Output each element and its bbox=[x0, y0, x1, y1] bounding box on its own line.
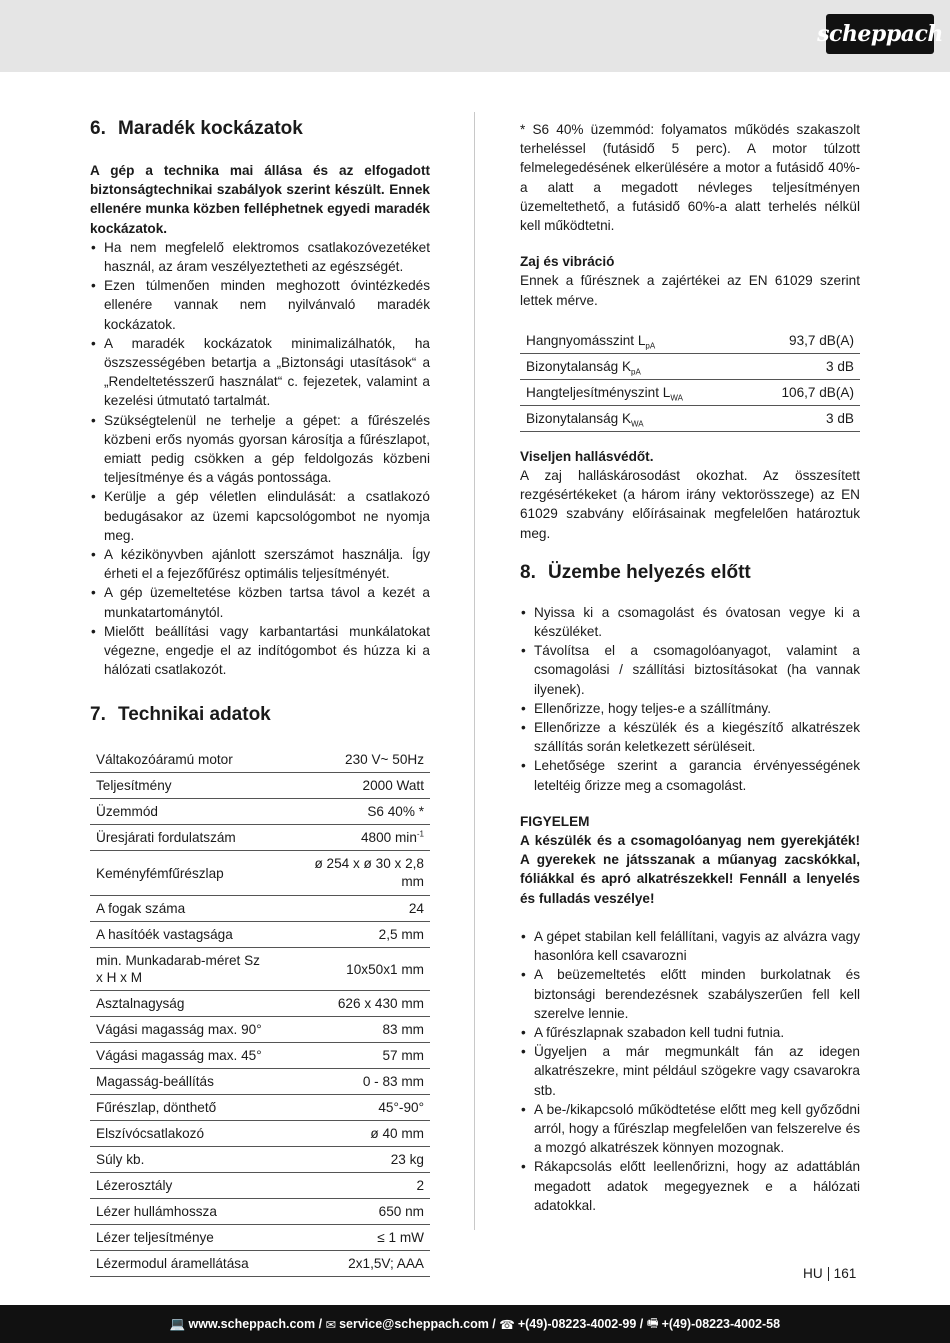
phone-icon: ☎ bbox=[499, 1317, 515, 1332]
spec-label: Üzemmód bbox=[90, 799, 272, 825]
spec-label: Asztalnagyság bbox=[90, 991, 272, 1017]
spec-value: 626 x 430 mm bbox=[272, 991, 430, 1017]
section8-heading: 8. Üzembe helyezés előtt bbox=[520, 561, 751, 583]
fax-icon: 🖷 bbox=[646, 1315, 659, 1330]
list-item: • Kerülje a gép véletlen elindulását: a csatlakozó bedugásakor az üzemi kapcsológombot ne nyomja meg. bbox=[90, 487, 430, 545]
noise-value: 3 dB bbox=[747, 405, 860, 431]
spec-value: 2 bbox=[272, 1173, 430, 1199]
spec-value: ø 40 mm bbox=[272, 1121, 430, 1147]
noise-label: Bizonytalanság $K_{pA}$ bbox=[520, 353, 747, 379]
table-row bbox=[90, 1121, 430, 1147]
table-row bbox=[90, 1225, 430, 1251]
technical-data-table bbox=[90, 747, 430, 1277]
list-item: • A beüzemeltetés előtt minden burkolatnak és biztonsági berendezésnek szabályszerűen fell kell szerelve lennie. bbox=[520, 965, 860, 1023]
table-row bbox=[90, 948, 430, 991]
list-item: • A fűrészlapnak szabadon kell tudni futnia. bbox=[520, 1023, 860, 1042]
spec-value: 23 kg bbox=[272, 1147, 430, 1173]
spec-value: 650 nm bbox=[272, 1199, 430, 1225]
brand-logo: scheppach bbox=[826, 14, 934, 54]
table-row bbox=[90, 922, 430, 948]
section8-bullet-list bbox=[520, 603, 860, 795]
table-row bbox=[90, 991, 430, 1017]
table-row bbox=[520, 353, 860, 379]
footer-website[interactable]: www.scheppach.com bbox=[188, 1317, 316, 1331]
list-item: • Ellenőrizze a készülék és a kiegészítő alkatrészek szállítás során keletkezett sérüléseit. bbox=[520, 718, 860, 756]
list-item: • Rákapcsolás előtt leellenőrizni, hogy az adattáblán megadott adatok megegyeznek e a hálózati adatokkal. bbox=[520, 1157, 860, 1215]
list-item: • Nyissa ki a csomagolást és óvatosan vegye ki a készüléket. bbox=[520, 603, 860, 641]
setup-bullet-list bbox=[520, 927, 860, 1215]
right-column bbox=[520, 112, 860, 1215]
page-number: HU 161 bbox=[803, 1266, 857, 1281]
table-row bbox=[520, 405, 860, 431]
noise-value: 3 dB bbox=[747, 353, 860, 379]
spec-value: 0 - 83 mm bbox=[272, 1069, 430, 1095]
section6-bullet-list bbox=[90, 238, 430, 680]
list-item: • Lehetősége szerint a garancia érvényességének leteltéig őrizze meg a csomagolást. bbox=[520, 756, 860, 794]
spec-label: Keményfémfűrészlap bbox=[90, 851, 272, 896]
table-row bbox=[90, 1043, 430, 1069]
spec-label: min. Munkadarab-méret Sz x H x M bbox=[90, 948, 272, 991]
spec-value: 83 mm bbox=[272, 1017, 430, 1043]
spec-value: 24 bbox=[272, 896, 430, 922]
noise-heading: Zaj és vibráció bbox=[520, 254, 615, 270]
spec-label: Vágási magasság max. 45° bbox=[90, 1043, 272, 1069]
spec-label: Fűrészlap, dönthető bbox=[90, 1095, 272, 1121]
spec-value: 2000 Watt bbox=[272, 773, 430, 799]
list-item: • Ezen túlmenően minden meghozott óvintézkedés ellenére vannak nem nyilvánvaló maradék kockázatok. bbox=[90, 276, 430, 334]
list-item: • Ellenőrizze, hogy teljes-e a szállítmány. bbox=[520, 699, 860, 718]
list-item: • A gépet stabilan kell felállítani, vagyis az alvázra vagy hasonlóra kell csavarozni bbox=[520, 927, 860, 965]
noise-value: 106,7 dB(A) bbox=[747, 379, 860, 405]
table-row bbox=[520, 379, 860, 405]
left-column bbox=[90, 112, 430, 1277]
list-item: • Távolítsa el a csomagolóanyagot, valamint a csomagolási / szállítási biztosításokat (ha vannak ilyenek). bbox=[520, 641, 860, 699]
spec-label: Lézerosztály bbox=[90, 1173, 272, 1199]
noise-label: Hangteljesítményszint $L_{WA}$ bbox=[520, 379, 747, 405]
table-row bbox=[90, 1147, 430, 1173]
spec-value: 2,5 mm bbox=[272, 922, 430, 948]
table-row bbox=[90, 1095, 430, 1121]
noise-data-table bbox=[520, 328, 860, 432]
list-item: • Szükségtelenül ne terhelje a gépet: a fűrészelés közbeni erős nyomás gyorsan károsítja a fűrészlapot, emiatt pedig csökken a gép feldolgozás közbeni teljesítménye és a vágás pontossága. bbox=[90, 411, 430, 488]
spec-value: 45°-90° bbox=[272, 1095, 430, 1121]
spec-label: Súly kb. bbox=[90, 1147, 272, 1173]
table-row bbox=[90, 1251, 430, 1277]
spec-label: Magasság-beállítás bbox=[90, 1069, 272, 1095]
noise-value: 93,7 dB(A) bbox=[747, 328, 860, 354]
header-bar bbox=[0, 0, 950, 72]
spec-value: 2x1,5V; AAA bbox=[272, 1251, 430, 1277]
spec-value: 10x50x1 mm bbox=[272, 948, 430, 991]
noise-label: Hangnyomásszint $L_{pA}$ bbox=[520, 328, 747, 354]
spec-value: ≤ 1 mW bbox=[272, 1225, 430, 1251]
list-item: • A gép üzemeltetése közben tartsa távol a kezét a munkatartománytól. bbox=[90, 583, 430, 621]
list-item: • Mielőtt beállítási vagy karbantartási munkálatokat végezne, engedje el az indítógombot és húzza ki a hálózati csatlakozót. bbox=[90, 622, 430, 680]
table-row bbox=[520, 328, 860, 354]
section6-intro: A gép a technika mai állása és az elfogadott biztonságtechnikai szabályok szerint készült. Ennek ellenére munka közben felléphetnek egyedi maradék kockázatok. bbox=[90, 163, 430, 236]
table-row bbox=[90, 799, 430, 825]
spec-label: Vágási magasság max. 90° bbox=[90, 1017, 272, 1043]
computer-icon: 💻 bbox=[169, 1316, 186, 1331]
column-divider bbox=[474, 112, 475, 1230]
table-row bbox=[90, 1069, 430, 1095]
section6-heading: 6. Maradék kockázatok bbox=[90, 118, 303, 139]
table-row bbox=[90, 896, 430, 922]
table-row bbox=[90, 1017, 430, 1043]
hearing-protection-heading: Viseljen hallásvédőt. bbox=[520, 448, 654, 464]
table-row bbox=[90, 1173, 430, 1199]
spec-label: Lézermodul áramellátása bbox=[90, 1251, 272, 1277]
table-row bbox=[90, 773, 430, 799]
spec-value: S6 40% * bbox=[272, 799, 430, 825]
footer-email[interactable]: service@scheppach.com bbox=[339, 1317, 489, 1331]
spec-label: Váltakozóáramú motor bbox=[90, 747, 272, 773]
warning-title: FIGYELEM bbox=[520, 813, 590, 829]
spec-value: 57 mm bbox=[272, 1043, 430, 1069]
table-row bbox=[90, 851, 430, 896]
spec-label: Elszívócsatlakozó bbox=[90, 1121, 272, 1147]
warning-text: A készülék és a csomagolóanyag nem gyerekjáték! A gyerekek ne játsszanak a műanyag zacskókkal, fóliákkal és apró alkatrészekkel! Fennáll a lenyelés és fulladás veszélye! bbox=[520, 833, 860, 906]
footer-bar: 💻 www.scheppach.com / ✉ service@scheppach.com / ☎ +(49)-08223-4002-99 / 🖷 +(49)-08223-4002-58 bbox=[0, 1305, 950, 1343]
spec-label: Lézer teljesítménye bbox=[90, 1225, 272, 1251]
noise-text: Ennek a fűrésznek a zajértékei az EN 61029 szerint lettek mérve. bbox=[520, 273, 860, 308]
noise-label: Bizonytalanság $K_{WA}$ bbox=[520, 405, 747, 431]
table-row bbox=[90, 1199, 430, 1225]
section7-heading: 7. Technikai adatok bbox=[90, 704, 271, 726]
spec-label: Teljesítmény bbox=[90, 773, 272, 799]
spec-label: Üresjárati fordulatszám bbox=[90, 825, 272, 851]
spec-label: A hasítóék vastagsága bbox=[90, 922, 272, 948]
list-item: • Ha nem megfelelő elektromos csatlakozóvezetéket használ, az áram veszélyeztetheti az egészségét. bbox=[90, 238, 430, 276]
footer-fax: +(49)-08223-4002-58 bbox=[661, 1317, 781, 1331]
spec-value: 4800 $\min^{-1}$ bbox=[272, 825, 430, 851]
list-item: • A maradék kockázatok minimalizálhatók, ha öszszességében betartja a „Biztonsági utasítások“ a „Rendeltetésszerű használat“ c. fejezetek, valamint a kezelési útmutató tartalmát. bbox=[90, 334, 430, 411]
list-item: • A kézikönyvben ajánlott szerszámot használja. Így érheti el a fejezőfűrész optimális teljesítményét. bbox=[90, 545, 430, 583]
footer-phone: +(49)-08223-4002-99 bbox=[517, 1317, 637, 1331]
spec-label: Lézer hullámhossza bbox=[90, 1199, 272, 1225]
table-row bbox=[90, 825, 430, 851]
hearing-protection-text: A zaj halláskárosodást okozhat. Az összesített rezgésértékeket (a három irány vektorösszege) az EN 61029 szabvány előírásainak megfelelően határoztuk meg. bbox=[520, 468, 860, 541]
spec-value: 230 V~ 50Hz bbox=[272, 747, 430, 773]
s6-footnote: * S6 40% üzemmód: folyamatos működés szakaszolt terheléssel (futásidő 5 perc). A motor túlzott felmelegedésének elkerülésére a motor a futásidő 40%-a alatt a megadott névleges teljesítményen üzemeltethető, a futásidő 60%-a alatt terhelés nélkül kell működtetni. bbox=[520, 122, 860, 234]
list-item: • Ügyeljen a már megmunkált fán az idegen alkatrészekre, mint például szögekre vagy csavarokra stb. bbox=[520, 1042, 860, 1100]
mail-icon: ✉ bbox=[325, 1317, 337, 1332]
table-row bbox=[90, 747, 430, 773]
spec-label: A fogak száma bbox=[90, 896, 272, 922]
list-item: • A be-/kikapcsoló működtetése előtt meg kell győződni arról, hogy a fűrészlap megfelelően van felszerelve és a mozgó alkatrészek könnyen mozognak. bbox=[520, 1100, 860, 1158]
spec-value: ø 254 x ø 30 x 2,8 mm bbox=[272, 851, 430, 896]
